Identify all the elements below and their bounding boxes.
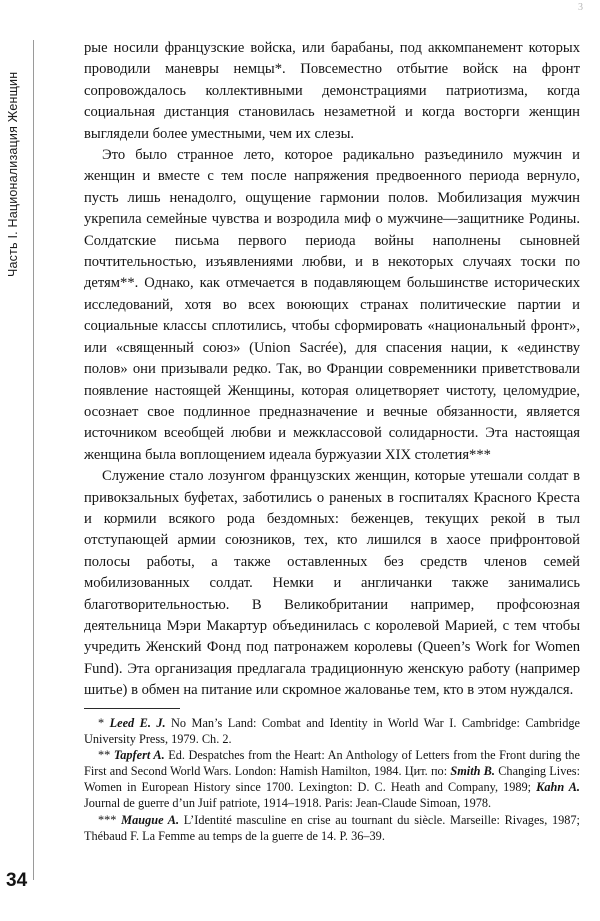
footnotes bbox=[84, 715, 580, 844]
footnote-author: Smith B. bbox=[450, 764, 495, 779]
margin-rule bbox=[33, 40, 34, 880]
footnote-text: Ed. Despatches from the Heart: An Anthology of Letters from the Front during the First and Second World Wars. London: Hamish Hamilton, 1984. Цит. по: bbox=[84, 748, 580, 779]
footnote-mark: * bbox=[98, 716, 105, 730]
paragraph-1: рые носили французские войска, или барабаны, под аккомпанемент которых проводили маневры немцы*. Повсеместно отбытие войск на фронт сопровождалось коллективными демонстрациями патриотизма, когда социальная дистанция становилась незаметной и когда восторги женщин выглядели более уместными, чем их слезы. bbox=[84, 40, 580, 142]
footnote-text: Changing Lives: Women in European History since 1700. Lexington: D. C. Heath and Company, 1989; bbox=[84, 764, 581, 795]
paragraph-2: Это было странное лето, которое радикально разъединило мужчин и женщин и вместе с тем после напряжения предвоенного периода вернуло, пусть лишь ненадолго, ощущение гармонии полов. Мобилизация мужчин укрепила семейные чувства и возродила миф о мужчине—защитнике Родины. Солдатские письма первого периода войны наполнены сыновней почтительностью, изъявлениями любви, и в некоторых случаях тоски по детям**. Однако, как отмечается в подавляющем большинстве исторических исследований, хотя во всех воюющих странах политические партии и социальные классы сплотились, чтобы сформировать «национальный фронт», или «священный союз» (Union Sacrée), для спасения нации, к «единству полов» они призывали редко. Так, во Франции современники приветствовали появление настоящей Женщины, которая олицетворяет чистоту, целомудрие, осознает свое подлинное предназначение и вечные обязанности, является источником всеобщей любви и межклассовой солидарности. Эта настоящая женщина была воплощением идеала буржуазии XIX столетия*** bbox=[84, 147, 580, 463]
footnote-author: Maugue A. bbox=[121, 812, 180, 827]
footnote-3 bbox=[84, 812, 580, 844]
footnote-text: Journal de guerre d’un Juif patriote, 1914–1918. Paris: Jean-Claude Simoan, 1978. bbox=[84, 796, 492, 811]
running-head: Часть I. Национализация Женщин bbox=[6, 71, 20, 277]
footnote-author: Leed E. J. bbox=[109, 716, 166, 730]
page-number: 34 bbox=[6, 870, 28, 891]
footnote-mark: ** bbox=[98, 748, 111, 763]
corner-mark: 3 bbox=[578, 2, 583, 13]
body-text bbox=[84, 38, 580, 702]
footnote-mark: *** bbox=[98, 812, 117, 827]
footnote-1 bbox=[84, 715, 580, 747]
footnote-author: Tapfert A. bbox=[113, 748, 165, 763]
footnote-separator bbox=[84, 708, 180, 709]
footnote-author: Kahn A. bbox=[536, 780, 580, 795]
footnote-text: L’Identité masculine en crise au tournant du siècle. Marseille: Rivages, 1987; Thébaud F. La Femme au temps de la guerre de 14. P. 36–39. bbox=[84, 812, 580, 843]
footnote-text: No Man’s Land: Combat and Identity in World War I. Cambridge: Cambridge University Press, 1979. Ch. 2. bbox=[84, 716, 580, 747]
paragraph-3: Служение стало лозунгом французских женщин, которые утешали солдат в привокзальных буфетах, заботились о раненых в госпиталях Красного Креста и кормили всякого рода бездомных: беженцев, текущих рекой в тыл отступающей армии союзников, тех, кто лишился в хаосе прифронтовой полосы работы, а также оставленных без средств членов семей мобилизованных солдат. Немки и англичанки также занимались благотворительностью. В Великобритании например, профсоюзная деятельница Мэри Макартур объединилась с королевой Марией, с тем чтобы учредить Женский Фонд под патронажем королевы (Queen’s Work for Women Fund). Эта организация предлагала традиционную женскую работу (например шитье) в обмен на питание или скромное жалованье тем, кто в этом нуждался. bbox=[84, 468, 580, 699]
footnote-2 bbox=[84, 747, 580, 811]
